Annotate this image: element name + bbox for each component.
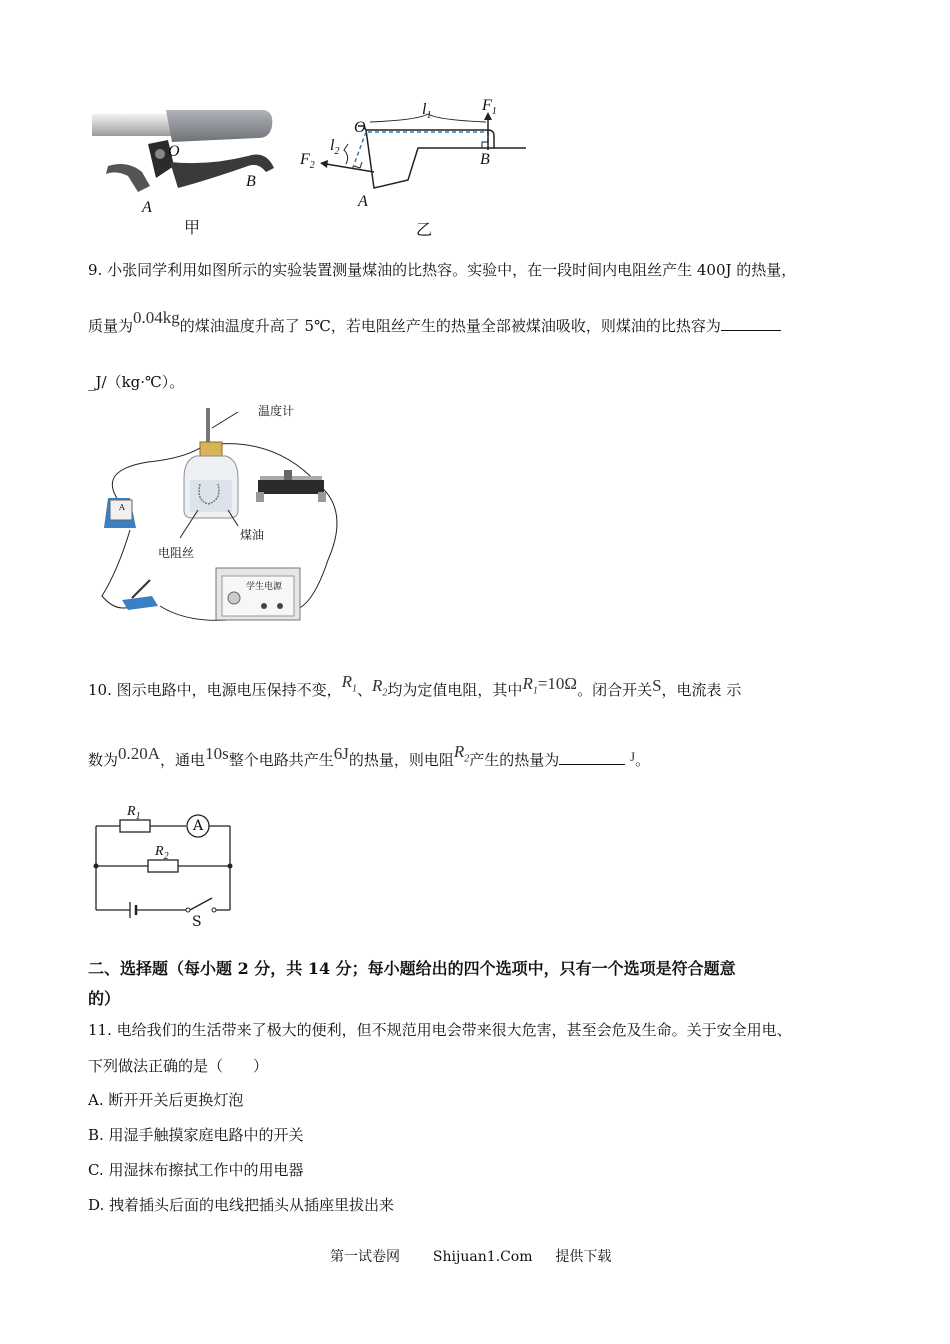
q9-line1: 9. 小张同学利用如图所示的实验装置测量煤油的比热容。实验中，在一段时间内电阻丝产生 400J 的热量，: [88, 261, 797, 279]
q9-line3: _J/（kg·℃）。: [88, 373, 185, 391]
q11-line2: 下列做法正确的是（ ）: [88, 1057, 269, 1075]
point-a-label-yi: A: [358, 193, 368, 210]
figure-jia: [88, 96, 288, 236]
label-kerosene: 煤油: [240, 528, 265, 542]
circuit-r1-label: $R_1$: [127, 804, 141, 822]
q10-answer-blank: [559, 750, 625, 765]
q10-r1-value: =10Ω: [537, 674, 578, 693]
q10-line2: 数为0.20A，通电10s整个电路共产生6J的热量，则电阻$R_2$产生的热量为 J。: [88, 742, 651, 769]
footer-note: 提供下载: [555, 1249, 612, 1265]
section2-heading-line1: 二、选择题（每小题 2 分，共 14 分；每小题给出的四个选项中，只有一个选项是符合题意: [88, 959, 736, 978]
label-thermometer: 温度计: [258, 404, 295, 418]
q10-switch: S: [652, 676, 662, 695]
q10-r2: $R_2$: [372, 676, 388, 699]
section2-heading-line2: 的）: [88, 989, 121, 1008]
q11-line1: 11. 电给我们的生活带来了极大的便利，但不规范用电会带来很大危害，甚至会危及生命。关于安全用电、: [88, 1021, 792, 1039]
q10-time: 10s: [205, 744, 229, 763]
figure-label-yi: 乙: [416, 220, 433, 239]
circuit-switch-label: S: [192, 914, 202, 930]
circuit-r2-label: $R_2$: [155, 844, 169, 862]
length-l1-label: $l_1$: [422, 101, 432, 122]
q10-r1: $R_1$: [341, 672, 358, 695]
q9-line2: 质量为0.04kg的煤油温度升高了 5℃，若电阻丝产生的热量全部被煤油吸收，则煤油的比热容为: [88, 316, 781, 336]
q10-r1-eq: $R_1$: [522, 674, 538, 697]
q10-heat: 6J: [333, 744, 349, 763]
length-l2-label: $l_2$: [330, 137, 340, 158]
figure-label-jia: 甲: [184, 218, 201, 237]
apparatus-illustration: [88, 400, 358, 635]
brake-lever-illustration: [88, 96, 288, 236]
label-resistance-wire: 电阻丝: [158, 546, 195, 560]
q9-mass: 0.04kg: [133, 308, 180, 327]
force-f1-label: $F_1$: [482, 97, 497, 118]
point-a-label-jia: A: [142, 199, 152, 216]
q10-line1: 10. 图示电路中，电源电压保持不变，$R_1$、$R_2$均为定值电阻，其中$R_1=10\Omega$。闭合开关S，电流表 示: [88, 672, 742, 699]
q11-option-b: B. 用湿手触摸家庭电路中的开关: [88, 1126, 304, 1144]
label-ammeter-a: A: [119, 503, 125, 512]
footer-site: 第一试卷网: [330, 1249, 400, 1265]
force-f2-label: $F_2$: [300, 151, 315, 172]
circuit-ammeter-label: A: [193, 818, 204, 834]
q11-option-d: D. 拽着插头后面的电线把插头从插座里拔出来: [88, 1196, 395, 1214]
q9-answer-blank: [721, 316, 781, 331]
footer-domain: Shijuan1.Com: [432, 1249, 533, 1265]
q11-option-c: C. 用湿抹布擦拭工作中的用电器: [88, 1161, 304, 1179]
label-power-supply: 学生电源: [246, 582, 283, 592]
point-b-label-jia: B: [246, 173, 256, 190]
point-b-label-yi: B: [480, 151, 490, 168]
q10-current: 0.20A: [118, 744, 161, 763]
point-o-label-yi: O: [354, 119, 366, 136]
q10-unit: J: [630, 749, 636, 764]
footer: [330, 1246, 611, 1266]
point-o-label-jia: O: [168, 143, 180, 160]
q9-apparatus-figure: [88, 400, 358, 635]
q11-option-a: A. 断开开关后更换灯泡: [88, 1091, 244, 1109]
q10-r2b: $R_2$: [453, 742, 470, 765]
